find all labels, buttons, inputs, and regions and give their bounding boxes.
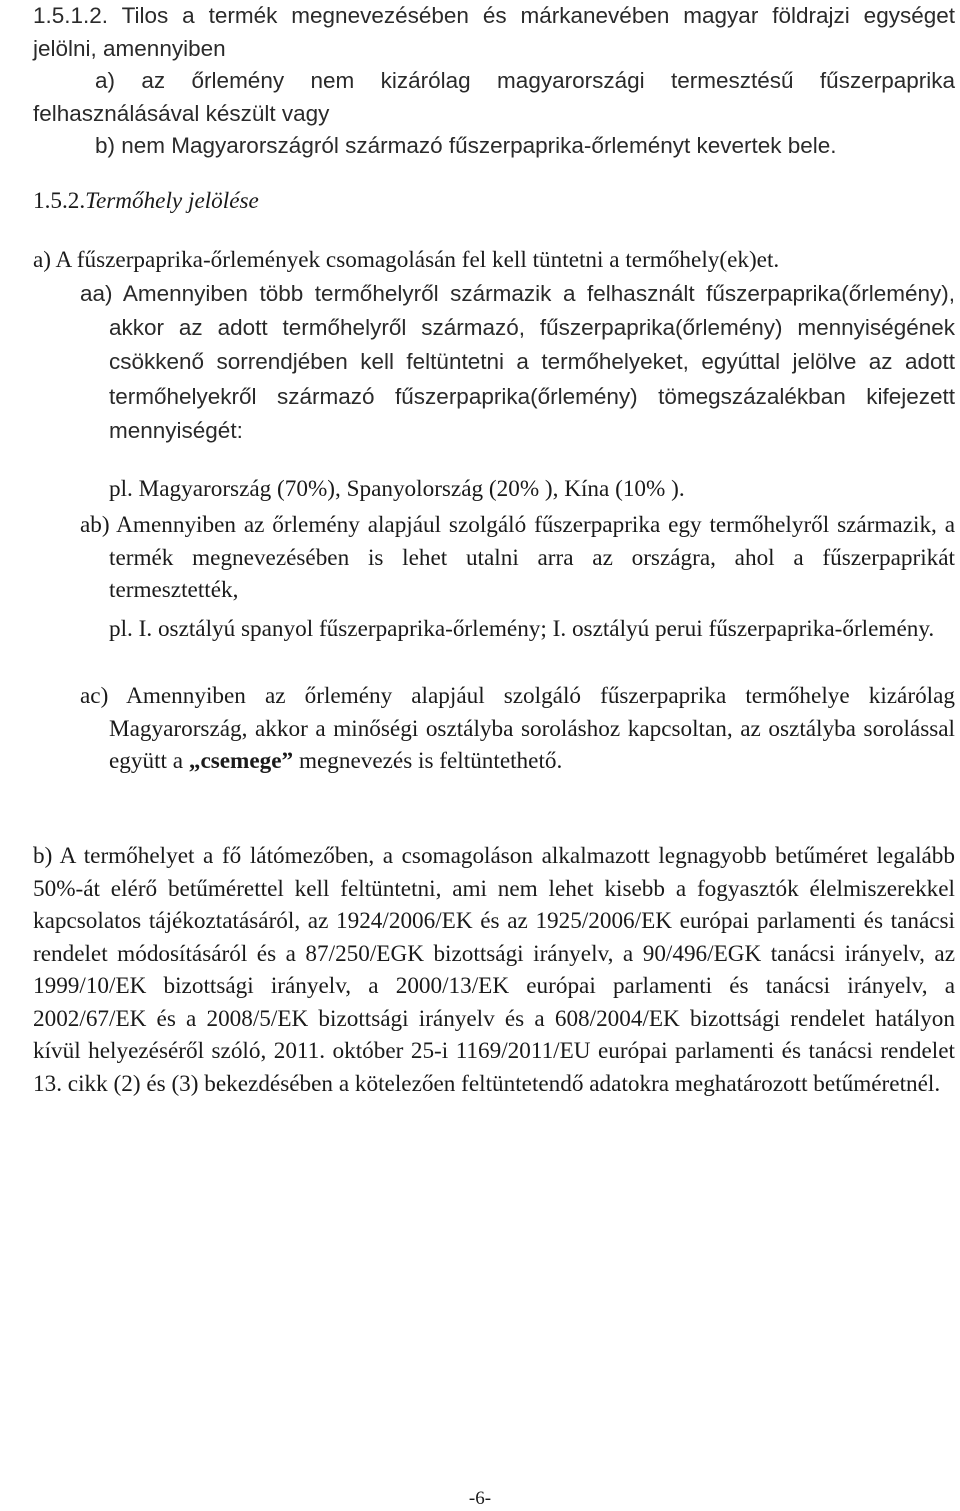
section-152-aa-example: pl. Magyarország (70%), Spanyolország (20% ), Kína (10% ). [109, 476, 685, 502]
section-152-ac-tail: megnevezés is feltüntethető. [298, 748, 563, 774]
section-152-title: Termőhely jelölése [85, 188, 259, 214]
section-152-b: b) A termőhelyet a fő látómezőben, a csomagoláson alkalmazott legnagyobb betűméret legalább 50%-át elérő betűmérettel kell feltüntetni, ami nem lehet kisebb a fogyasztók élelmiszerekkel kapcsolatos tájékoztatásáról, az 1924/2006/EK és az 1925/2006/EK európai parlamenti és tanácsi rendelet módosításáról és a 87/250/EGK bizottsági irányelv, a 90/496/EGK tanácsi irányelv, az 1999/10/EK bizottsági irányelv, a 2000/13/EK európai parlamenti és tanácsi irányelv, a 2002/67/EK és a 2008/5/EK bizottsági irányelv és a 608/2004/EK bizottsági rendelet hatályon kívül helyezéséről szóló, 2011. október 25-i 1169/2011/EU európai parlamenti és tanácsi rendelet 13. cikk (2) és (3) bekezdésében a kötelezően feltüntetendő adatokra meghatározott betűméretnél. [33, 843, 955, 1097]
section-152-a: a) A fűszerpaprika-őrlemények csomagolásán fel kell tüntetni a termőhely(ek)et. [33, 247, 780, 273]
section-152-ab-example: pl. I. osztályú spanyol fűszerpaprika-őrlemény; I. osztályú perui fűszerpaprika-őrlemény. [109, 616, 935, 642]
section-152-ac-text: ac) Amennyiben az őrlemény alapjául szolgáló fűszerpaprika termőhelye kizárólag Magyarország, akkor a minőségi osztályba soroláshoz kapcsoltan, az osztályba sorolással együtt a [80, 683, 955, 774]
section-152-number: 1.5.2. [33, 188, 86, 214]
section-1512-item-a: a) az őrlemény nem kizárólag magyarországi termesztésű fűszerpaprika felhasználásával készült vagy [33, 68, 955, 126]
section-152-ac [80, 680, 955, 778]
section-1512-item-b: b) nem Magyarországról származó fűszerpaprika-őrleményt kevertek bele. [95, 133, 837, 158]
section-152-ac-bold-term: „csemege” [188, 748, 294, 774]
page-number: -6- [468, 1488, 492, 1509]
section-1512-intro: 1.5.1.2. Tilos a termék megnevezésében és márkanevében magyar földrajzi egységet jelölni, amennyiben [33, 3, 955, 61]
section-152-ab: ab) Amennyiben az őrlemény alapjául szolgáló fűszerpaprika egy termőhelyről származik, a termék megnevezésében is lehet utalni arra az országra, ahol a fűszerpaprikát termesztették, [80, 512, 955, 603]
section-152-heading [33, 185, 259, 217]
section-152-aa: aa) Amennyiben több termőhelyről származik a felhasznált fűszerpaprika(őrlemény), akkor az adott termőhelyről származó, fűszerpaprika(őrlemény) mennyiségének csökkenő sorrendjében kell feltüntetni a termőhelyeket, egyúttal jelölve az adott termőhelyekről származó fűszerpaprika(őrlemény) tömegszázalékban kifejezett mennyiségét: [80, 281, 955, 443]
